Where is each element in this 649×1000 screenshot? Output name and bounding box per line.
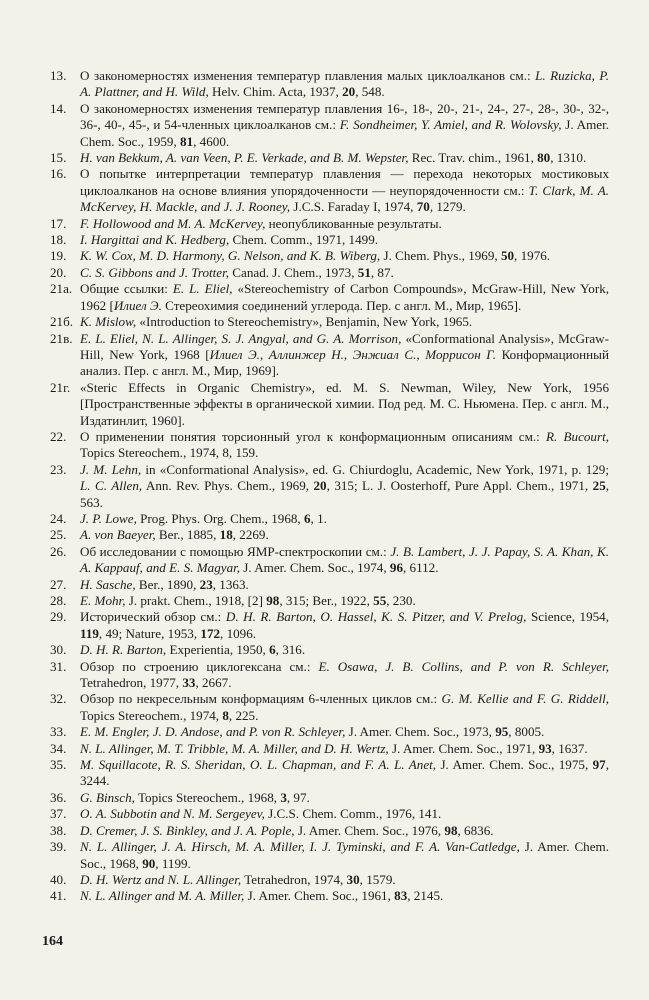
reference-text — [80, 380, 609, 428]
reference-text — [80, 888, 443, 903]
reference-number: 39. — [50, 839, 67, 855]
reference-segment: J. Amer. Chem. Soc., 1959, — [80, 117, 609, 149]
reference-segment: , 563. — [80, 478, 610, 510]
reference-segment: , 2269. — [232, 527, 269, 543]
reference-text — [80, 248, 550, 263]
reference-text — [80, 593, 416, 608]
reference-segment: , 1637. — [551, 740, 588, 756]
reference-text — [80, 823, 494, 838]
reference-segment: J. Amer. Chem. Soc., 1961, — [244, 888, 395, 904]
reference-item — [50, 642, 609, 658]
reference-segment: Исторический обзор см.: — [80, 609, 226, 625]
reference-number: 38. — [50, 822, 67, 838]
reference-volume: 98 — [444, 822, 458, 838]
reference-number: 21б. — [50, 314, 74, 330]
reference-volume: 51 — [357, 264, 371, 280]
reference-segment: Topics Stereochem., 1974, 8, 159. — [80, 445, 259, 461]
reference-authors: Илиел Э. — [113, 297, 162, 313]
reference-text — [80, 691, 609, 722]
reference-segment: О попытке интерпретации температур плавления — перехода некоторых мостиковых циклоалканов на основе влияния упорядоченности — неупорядоченности см.: — [80, 166, 609, 198]
reference-text — [80, 724, 544, 739]
reference-segment: Tetrahedron, 1977, — [80, 675, 183, 691]
reference-segment: «Conformational Analysis», McGraw-Hill, New York, 1968 [ — [80, 330, 609, 362]
reference-segment: Prog. Phys. Org. Chem., 1968, — [136, 510, 304, 526]
reference-authors: G. Binsch, — [80, 789, 135, 805]
reference-text — [80, 265, 394, 280]
reference-list — [50, 68, 609, 905]
reference-segment: , 2667. — [195, 675, 232, 691]
reference-text — [80, 150, 586, 165]
reference-authors: E. M. Engler, J. D. Andose, and P. von R. Schleyer, — [80, 724, 346, 740]
reference-item — [50, 691, 609, 724]
reference-authors: D. H. Wertz and N. L. Allinger, — [80, 871, 242, 887]
reference-segment: Общие ссылки: — [80, 281, 173, 297]
reference-number: 18. — [50, 232, 67, 248]
reference-text — [80, 527, 269, 542]
reference-volume: 97 — [592, 757, 606, 773]
reference-volume: 25 — [592, 478, 606, 494]
reference-authors: C. S. Gibbons and J. Trotter, — [80, 264, 230, 280]
reference-number: 37. — [50, 806, 67, 822]
reference-segment: , 1363. — [212, 576, 249, 592]
reference-segment: , 1199. — [155, 855, 191, 871]
reference-volume: 50 — [500, 248, 515, 264]
reference-number: 21а. — [50, 281, 73, 297]
reference-item — [50, 380, 609, 429]
reference-volume: 8 — [222, 707, 229, 723]
reference-authors: L. C. Allen, — [80, 478, 143, 494]
reference-text — [80, 68, 609, 99]
reference-segment: Об исследовании с помощью ЯМР-спектроскопии см.: — [80, 543, 391, 559]
reference-segment: «Introduction to Stereochemistry», Benjamin, New York, 1965. — [136, 314, 473, 330]
reference-text — [80, 429, 609, 460]
reference-volume: 3 — [280, 789, 287, 805]
reference-volume: 93 — [538, 740, 552, 756]
reference-authors: F. Hollowood and M. A. McKervey, — [80, 215, 266, 231]
reference-item — [50, 314, 609, 330]
reference-item — [50, 511, 609, 527]
reference-item — [50, 248, 609, 264]
reference-authors: Илиел Э., Аллинжер Н., Энжиал С., Моррисон Г. — [209, 346, 496, 362]
reference-segment: , 87. — [370, 264, 394, 280]
reference-segment: , 1976. — [514, 248, 551, 264]
reference-segment: Ber., 1885, — [155, 527, 220, 543]
reference-authors: L. Ruzicka, P. A. Plattner, and H. Wild, — [80, 68, 609, 100]
reference-authors: K. Mislow, — [80, 314, 137, 330]
reference-authors: G. M. Kellie and F. G. Riddell, — [441, 691, 609, 707]
reference-text — [80, 790, 310, 805]
reference-segment: J. Amer. Chem. Soc., 1973, — [345, 724, 496, 740]
reference-segment: О применении понятия торсионный угол к конформационным описаниям см.: — [80, 428, 547, 444]
reference-segment: «Steric Effects in Organic Chemistry», ed. M. S. Newman, Wiley, New York, 1956 [Пространственные эффекты в органической химии. Под ред. М. С. Ньюмена. Пер. с англ. М., Издатинлит, 1960]. — [80, 379, 609, 428]
reference-number: 34. — [50, 740, 67, 756]
reference-text — [80, 232, 378, 247]
reference-number: 27. — [50, 576, 67, 592]
reference-text — [80, 216, 442, 231]
reference-number: 14. — [50, 100, 67, 116]
page-number: 164 — [42, 934, 63, 949]
reference-item — [50, 216, 609, 232]
reference-item — [50, 806, 609, 822]
reference-volume: 23 — [199, 576, 213, 592]
reference-volume: 90 — [142, 855, 156, 871]
reference-number: 40. — [50, 871, 67, 887]
reference-segment: in «Conformational Analysis», ed. G. Chiurdoglu, Academic, New York, 1971, p. 129; — [141, 461, 609, 477]
reference-segment: , 4600. — [193, 133, 230, 149]
reference-number: 15. — [50, 150, 67, 166]
reference-segment: Ber., 1890, — [135, 576, 200, 592]
reference-segment: Tetrahedron, 1974, — [241, 871, 347, 887]
reference-segment: , 6112. — [402, 560, 439, 576]
reference-segment: , 1579. — [359, 871, 396, 887]
reference-segment: неопубликованные результаты. — [265, 215, 442, 231]
reference-volume: 119 — [80, 625, 99, 641]
reference-segment: J. Amer. Chem. Soc., 1974, — [240, 560, 390, 576]
reference-authors: O. A. Subbotin and N. M. Sergeyev, — [80, 806, 265, 822]
reference-item — [50, 593, 609, 609]
reference-item — [50, 68, 609, 101]
reference-segment: , 3244. — [80, 757, 609, 789]
reference-authors: D. H. R. Barton, O. Hassel, K. S. Pitzer, and V. Prelog, — [225, 609, 527, 625]
reference-number: 26. — [50, 543, 67, 559]
reference-segment: J. Amer. Chem. Soc., 1976, — [294, 822, 445, 838]
reference-segment: , 316. — [275, 642, 306, 658]
reference-authors: E. Osawa, J. B. Collins, and P. von R. Schleyer, — [318, 658, 609, 674]
reference-segment: , 230. — [386, 593, 416, 608]
reference-authors: J. M. Lehn, — [80, 461, 142, 477]
reference-authors: D. Cremer, J. S. Binkley, and J. A. Pople, — [80, 822, 295, 838]
reference-segment: J. Amer. Chem. Soc., 1975, — [436, 757, 593, 773]
reference-text — [80, 577, 249, 592]
reference-number: 17. — [50, 215, 67, 231]
reference-number: 29. — [50, 609, 67, 625]
reference-volume: 172 — [200, 625, 221, 641]
reference-segment: , 2145. — [407, 888, 444, 904]
reference-number: 24. — [50, 510, 67, 526]
reference-item — [50, 232, 609, 248]
reference-segment: J. Chem. Phys., 1969, — [380, 248, 501, 264]
reference-volume: 96 — [389, 560, 403, 576]
reference-number: 35. — [50, 757, 67, 773]
reference-segment: , 97. — [286, 789, 310, 805]
reference-item — [50, 609, 609, 642]
reference-volume: 80 — [537, 150, 551, 166]
reference-segment: Конформационный анализ. Пер. с англ. М., Мир, 1969]. — [80, 346, 609, 379]
reference-number: 20. — [50, 264, 67, 280]
reference-segment: J. Amer. Chem. Soc., 1971, — [388, 740, 539, 756]
reference-number: 21в. — [50, 330, 73, 346]
reference-item — [50, 577, 609, 593]
reference-authors: F. Sondheimer, Y. Amiel, and R. Wolovsky, — [339, 117, 562, 133]
reference-segment: , 1. — [310, 510, 327, 526]
reference-segment: О закономерностях изменения температур плавления малых циклоалканов см.: — [80, 68, 536, 83]
reference-item — [50, 790, 609, 806]
reference-authors: R. Bucourt, — [546, 428, 609, 444]
reference-item — [50, 757, 609, 790]
reference-volume: 33 — [182, 675, 196, 691]
reference-volume: 6 — [269, 642, 276, 658]
reference-text — [80, 314, 472, 329]
reference-volume: 55 — [373, 593, 387, 608]
reference-text — [80, 609, 609, 640]
reference-number: 31. — [50, 658, 67, 674]
reference-segment: , 1096. — [220, 625, 257, 641]
reference-segment: J.C.S. Chem. Comm., 1976, 141. — [264, 806, 442, 822]
reference-authors: M. Squillacote, R. S. Sheridan, O. L. Chapman, and F. A. L. Anet, — [80, 757, 437, 773]
reference-authors: H. Sasche, — [80, 576, 136, 592]
reference-authors: N. L. Allinger, M. T. Tribble, M. A. Miller, and D. H. Wertz, — [80, 740, 389, 756]
reference-authors: E. L. Eliel, — [172, 281, 233, 297]
reference-text — [80, 281, 609, 312]
reference-authors: K. W. Cox, M. D. Harmony, G. Nelson, and K. B. Wiberg, — [80, 248, 381, 264]
reference-segment: , 49; Nature, 1953, — [98, 625, 201, 641]
reference-item — [50, 839, 609, 872]
reference-segment: , 1279. — [429, 199, 466, 215]
reference-item — [50, 872, 609, 888]
reference-item — [50, 101, 609, 150]
reference-number: 25. — [50, 527, 67, 543]
reference-number: 28. — [50, 593, 67, 608]
reference-segment: , 225. — [228, 707, 259, 723]
reference-text — [80, 872, 396, 887]
reference-item — [50, 150, 609, 166]
reference-number: 21г. — [50, 379, 71, 395]
reference-authors: E. L. Eliel, N. L. Allinger, S. J. Angyal, and G. A. Morrison, — [80, 330, 402, 346]
reference-text — [80, 839, 609, 870]
reference-number: 32. — [50, 691, 67, 707]
reference-number: 22. — [50, 428, 67, 444]
reference-authors: H. van Bekkum, A. van Veen, P. E. Verkade, and B. M. Wepster, — [80, 150, 409, 166]
reference-segment: Rec. Trav. chim., 1961, — [408, 150, 538, 166]
reference-segment: , 315; Ber., 1922, — [279, 593, 374, 608]
reference-segment: О закономерностях изменения температур плавления 16-, 18-, 20-, 21-, 24-, 27-, 28-, 30-, 32-, 36-, 40-, 45-, и 54-членных циклоалканов см.: — [80, 100, 609, 133]
reference-text — [80, 659, 609, 690]
reference-authors: T. Clark, M. A. McKervey, H. Mackle, and J. J. Rooney, — [80, 182, 609, 215]
reference-segment: Обзор по некресельным конформациям 6-членных циклов см.: — [80, 691, 442, 707]
reference-item — [50, 527, 609, 543]
reference-item — [50, 659, 609, 692]
reference-number: 30. — [50, 642, 67, 658]
reference-segment: Canad. J. Chem., 1973, — [229, 264, 358, 280]
reference-authors: D. H. R. Barton, — [80, 642, 167, 658]
reference-item — [50, 281, 609, 314]
reference-item — [50, 462, 609, 511]
reference-number: 41. — [50, 888, 67, 904]
reference-text — [80, 806, 441, 821]
reference-segment: Helv. Chim. Acta, 1937, — [208, 84, 343, 100]
reference-segment: Стереохимия соединений углерода. Пер. с англ. М., Мир, 1965]. — [161, 297, 522, 313]
reference-volume: 18 — [219, 527, 233, 543]
reference-number: 23. — [50, 461, 67, 477]
reference-volume: 81 — [180, 133, 194, 149]
reference-segment: J. Amer. Chem. Soc., 1968, — [80, 839, 609, 871]
reference-text — [80, 511, 327, 526]
reference-segment: , 1310. — [550, 150, 587, 166]
reference-segment: Topics Stereochem., 1974, — [80, 707, 223, 723]
reference-item — [50, 741, 609, 757]
reference-text — [80, 331, 609, 379]
reference-segment: Topics Stereochem., 1968, — [134, 789, 281, 805]
reference-item — [50, 265, 609, 281]
reference-volume: 30 — [346, 871, 360, 887]
reference-number: 19. — [50, 248, 67, 264]
reference-volume: 98 — [266, 593, 280, 608]
reference-segment: , 8005. — [508, 724, 545, 740]
reference-number: 13. — [50, 68, 67, 83]
reference-segment: , 6836. — [457, 822, 494, 838]
reference-authors: E. Mohr, — [80, 593, 126, 608]
reference-item — [50, 823, 609, 839]
reference-segment: Experientia, 1950, — [166, 642, 270, 658]
reference-item — [50, 544, 609, 577]
reference-segment: J.C.S. Faraday I, 1974, — [290, 199, 417, 215]
reference-volume: 20 — [342, 84, 356, 100]
reference-item — [50, 724, 609, 740]
reference-text — [80, 642, 305, 657]
reference-segment: Ann. Rev. Phys. Chem., 1969, — [142, 478, 314, 494]
reference-text — [80, 544, 609, 575]
reference-authors: J. B. Lambert, J. J. Papay, S. A. Khan, K. A. Kappauf, and E. S. Magyar, — [80, 543, 609, 576]
reference-segment: Science, 1954, — [526, 609, 610, 625]
reference-item — [50, 166, 609, 215]
reference-item — [50, 429, 609, 462]
reference-text — [80, 741, 588, 756]
reference-volume: 95 — [495, 724, 509, 740]
reference-volume: 83 — [394, 888, 408, 904]
reference-segment: J. prakt. Chem., 1918, [2] — [125, 593, 267, 608]
reference-segment: Chem. Comm., 1971, 1499. — [229, 232, 379, 248]
reference-text — [80, 101, 609, 149]
reference-authors: A. von Baeyer, — [80, 527, 156, 543]
reference-item — [50, 888, 609, 904]
reference-text — [80, 757, 609, 788]
reference-volume: 20 — [313, 478, 327, 494]
reference-number: 36. — [50, 789, 67, 805]
reference-authors: N. L. Allinger and M. A. Miller, — [80, 888, 245, 904]
reference-authors: I. Hargittai and K. Hedberg, — [80, 232, 230, 248]
reference-number: 16. — [50, 166, 67, 182]
reference-segment: «Stereochemistry of Carbon Compounds», McGraw-Hill, New York, 1962 [ — [80, 281, 610, 313]
reference-volume: 6 — [303, 510, 311, 526]
reference-item — [50, 331, 609, 380]
reference-number: 33. — [50, 724, 67, 740]
reference-authors: J. P. Lowe, — [80, 510, 137, 526]
reference-segment: , 315; L. J. Oosterhoff, Pure Appl. Chem., 1971, — [326, 478, 593, 494]
reference-segment: , 548. — [355, 84, 385, 100]
reference-segment: Обзор по строению циклогексана см.: — [80, 658, 319, 674]
reference-volume: 70 — [416, 199, 430, 215]
reference-authors: N. L. Allinger, J. A. Hirsch, M. A. Miller, I. J. Tyminski, and F. A. Van-Catledge, — [80, 839, 520, 855]
reference-text — [80, 462, 609, 510]
reference-text — [80, 166, 609, 214]
